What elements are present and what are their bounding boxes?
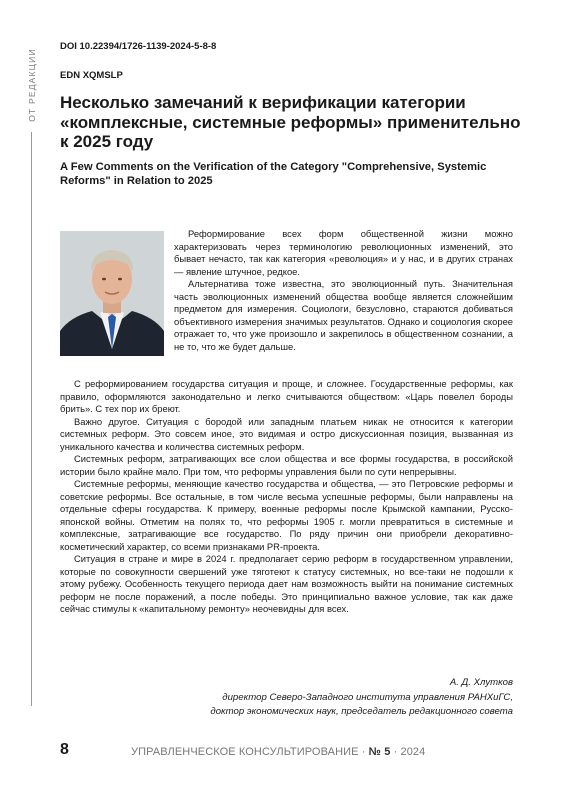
doi[interactable]: DOI 10.22394/1726-1139-2024-5-8-8 <box>60 41 217 52</box>
paragraph: Системные реформы, меняющие качество государства и общества, — это Петровские реформы и советские реформы. Все остальные, в том числе весьма успешные реформы, были направлены на отдельные сферы государства. К примеру, военные реформы после Крымской кампании, Русско-японской войны. Отметим на полях то, что реформы 1905 г. могли превратиться в системные и комплексные, затрагивающие все государство. По ряду причин они приобрели декоративно-косметический характер, со всеми признаками PR-проекта. <box>60 478 513 552</box>
paragraph: С реформированием государства ситуация и проще, и сложнее. Государственные реформы, как правило, оформляются законодательно и легко считываются обществом: «Царь повелел бороды брить». С тех пор их бреют. <box>60 378 513 414</box>
paragraph: Важно другое. Ситуация с бородой или западным платьем никак не относится к категории системных реформ. Это совсем иное, это видимая и остро дискуссионная позиция, вызванная из уникального качества и количества системных реформ. <box>60 415 513 452</box>
journal-footer <box>131 746 425 758</box>
article-title: Несколько замечаний к верификации категории «комплексные, системные реформы» применительно к 2025 году <box>60 93 521 151</box>
paragraph: Ситуация в стране и мире в 2024 г. предполагает серию реформ в государственном управлении, которые по совокупности свершений уже тяготеют к статусу системных, но все-таки не подошли к этому рубежу. Особенность текущего периода дает нам возможность выйти на понимание системных реформ не после поражений, а после победы. Это принципиально важное условие, так как даже сейчас стимулы к «капитальному ремонту» неочевидны для всех. <box>60 553 513 614</box>
main-paragraphs <box>60 378 513 616</box>
section-label-text: ОТ РЕДАКЦИИ <box>27 48 37 122</box>
journal-name: УПРАВЛЕНЧЕСКОЕ КОНСУЛЬТИРОВАНИЕ <box>131 746 359 758</box>
footer-separator: · <box>390 746 401 758</box>
author-signature <box>210 676 513 720</box>
issue-year: 2024 <box>400 746 426 758</box>
paragraph: Реформирование всех форм общественной жизни можно характеризовать через терминологию революционных изменений, это бывает нечасто, так как категория «революция» и у нас, и в других странах — явление штучное, редкое. <box>174 228 513 277</box>
footer-separator: · <box>358 746 369 758</box>
section-rule <box>31 132 32 706</box>
issue-number: № 5 <box>368 746 391 758</box>
article-subtitle-en: A Few Comments on the Verification of the Category "Comprehensive, Systemic Reforms" in Relation to 2025 <box>60 161 487 187</box>
author-photo <box>60 231 164 356</box>
paragraph: Альтернатива тоже известна, это эволюционный путь. Значительная часть эволюционных изменений общества вообще является сложнейшим предметом для измерения. Социологи, безусловно, стараются добиваться объективного измерения значимых результатов. Однако и социология скорее отражает то, что уже произошло и закрепилось в общественном сознании, а не то, что же будет дальше. <box>174 278 513 352</box>
section-label <box>26 40 38 130</box>
paragraph: Системных реформ, затрагивающих все слои общества и все формы государства, в российской истории было крайне мало. При том, что реформы управления были по сути непрерывны. <box>60 453 513 477</box>
edn: EDN XQMSLP <box>60 70 123 81</box>
intro-paragraphs <box>174 228 513 353</box>
page-number: 8 <box>60 741 69 758</box>
author-name: А. Д. Хлутков <box>449 677 513 688</box>
author-position: директор Северо-Западного института управления РАНХиГС, <box>222 691 513 703</box>
author-degree: доктор экономических наук, председатель редакционного совета <box>210 706 513 717</box>
